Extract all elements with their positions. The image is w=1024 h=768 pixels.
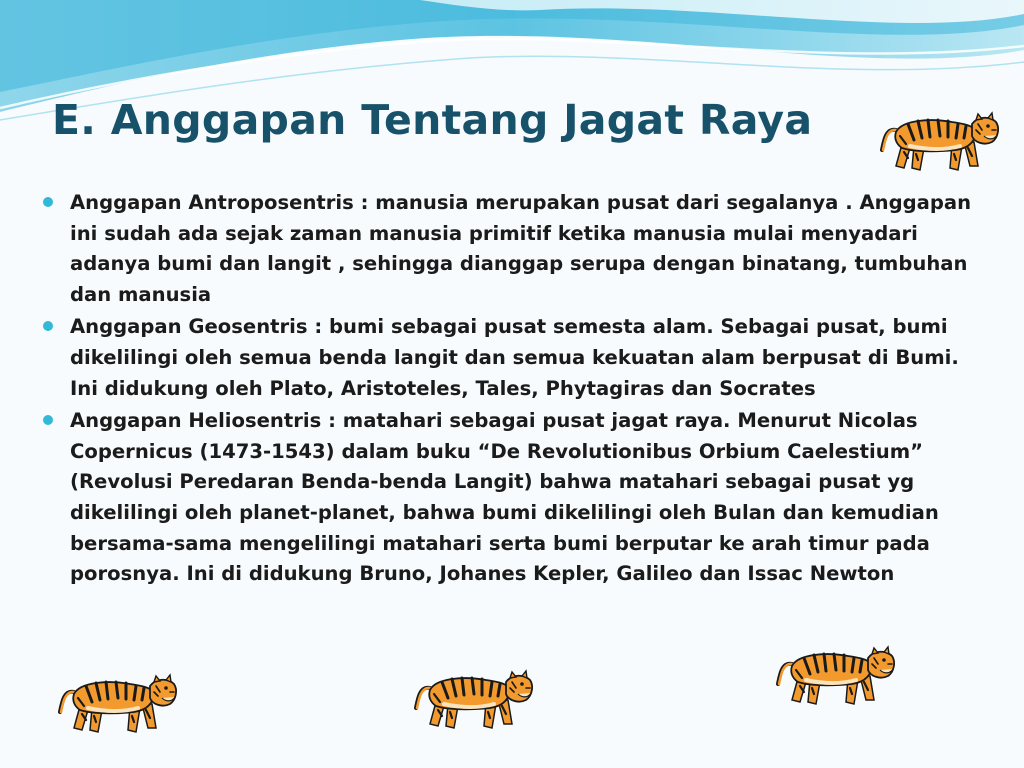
bullet-item [40, 312, 990, 404]
bullet-text: Anggapan Antroposentris : manusia merupakan pusat dari segalanya . Anggapan ini sudah ada sejak zaman manusia primitif ketika manusia mulai menyadari adanya bumi dan langit , sehingga dianggap serupa dengan binatang, tumbuhan dan manusia [70, 191, 972, 306]
tiger-icon [58, 672, 178, 736]
bullet-list [40, 188, 990, 592]
tiger-icon [880, 110, 1000, 174]
bullet-item [40, 406, 990, 590]
slide-title: E. Anggapan Tentang Jagat Raya [52, 96, 813, 144]
bullet-icon [43, 197, 53, 207]
bullet-text: Anggapan Geosentris : bumi sebagai pusat semesta alam. Sebagai pusat, bumi dikelilingi oleh semua benda langit dan semua kekuatan alam berpusat di Bumi. Ini didukung oleh Plato, Aristoteles, Tales, Phytagiras dan Socrates [70, 315, 959, 400]
bullet-item [40, 188, 990, 310]
bullet-text: Anggapan Heliosentris : matahari sebagai pusat jagat raya. Menurut Nicolas Copernicus (1473-1543) dalam buku “De Revolutionibus Orbium Caelestium” (Revolusi Peredaran Benda-benda Langit) bahwa matahari sebagai pusat yg dikelilingi oleh planet-planet, bahwa bumi dikelilingi oleh Bulan dan kemudian bersama-sama mengelilingi matahari serta bumi berputar ke arah timur pada porosnya. Ini di didukung Bruno, Johanes Kepler, Galileo dan Issac Newton [70, 409, 939, 586]
tiger-icon [414, 668, 534, 732]
bullet-icon [43, 415, 53, 425]
bullet-icon [43, 321, 53, 331]
tiger-icon [776, 644, 896, 708]
